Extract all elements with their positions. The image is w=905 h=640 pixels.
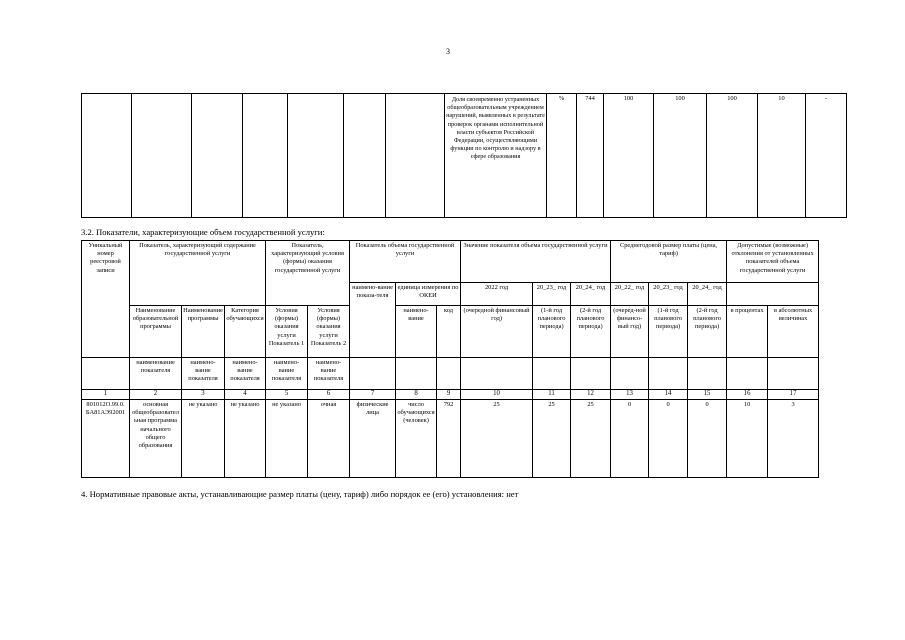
header-sub-name: наимено-вание показателя [225, 357, 266, 390]
price-2024: 0 [688, 400, 727, 478]
header-year-3: 20_24_ год [571, 283, 611, 306]
empty-cell [288, 94, 344, 218]
header-price-year-3: 20_24_ год [688, 283, 727, 306]
column-number: 8 [396, 390, 437, 400]
table-row [82, 400, 819, 478]
header-year-2-sub: (1-й год планового периода) [533, 305, 571, 357]
empty-cell [132, 94, 192, 218]
header-in-percent: в процентах [727, 305, 768, 357]
table-row [82, 94, 847, 218]
empty-cell [727, 283, 819, 306]
value-2024: 25 [571, 400, 611, 478]
column-number-row [82, 390, 819, 400]
column-number: 16 [727, 390, 768, 400]
program-name-cell: не указано [182, 400, 225, 478]
header-conditions: Показатель, характеризующий условия (формы) оказания государственной услуги [266, 241, 350, 306]
okei-cell: 744 [577, 94, 604, 218]
indicator-description: Доля своевременно устраненных общеобразовательным учреждением нарушений, выявленных в результате проверок органами исполнительной власти субъектов Российской Федерации, осуществляющими функции по контролю и надзору в сфере образования [445, 94, 547, 218]
header-content-3: Категория обучающихся [225, 305, 266, 357]
column-number: 13 [611, 390, 649, 400]
deviation-absolute: - [806, 94, 847, 218]
header-content: Показатель, характеризующий содержание государственной услуги [130, 241, 266, 306]
empty-cell [649, 357, 688, 390]
empty-cell [396, 357, 437, 390]
value-2022: 100 [604, 94, 654, 218]
volume-indicator-table [81, 240, 819, 478]
header-row [82, 305, 819, 357]
form-2-cell: очная [308, 400, 350, 478]
header-sub-name: наименование показателя [130, 357, 182, 390]
deviation-percent: 10 [758, 94, 806, 218]
registry-number: 801012О.99.0. БА81АЭ92001 [82, 400, 130, 478]
price-2022: 0 [611, 400, 649, 478]
header-avg-price: Среднегодовой размер платы (цена, тариф) [611, 241, 727, 283]
form-1-cell: не указано [266, 400, 308, 478]
header-price-year-3-sub: (2-й год планового периода) [688, 305, 727, 357]
column-number: 2 [130, 390, 182, 400]
quality-indicator-table [81, 93, 847, 218]
deviation-percent: 10 [727, 400, 768, 478]
unit-cell: % [547, 94, 577, 218]
header-volume-unit: единица измерения по ОКЕИ [396, 283, 461, 306]
column-number: 12 [571, 390, 611, 400]
header-row [82, 241, 819, 283]
empty-cell [727, 357, 768, 390]
header-sub-name: наимено-вание показателя [266, 357, 308, 390]
header-volume: Показатель объема государственной услуги [350, 241, 461, 283]
value-2023: 100 [654, 94, 707, 218]
empty-cell [571, 357, 611, 390]
header-values: Значение показателя объема государственной услуги [461, 241, 611, 283]
empty-cell [688, 357, 727, 390]
header-row [82, 357, 819, 390]
column-number: 5 [266, 390, 308, 400]
header-price-year-1-sub: (очеред-ной финансо-вый год) [611, 305, 649, 357]
program-cell: основная общеобразовательная программа начального общего образования [130, 400, 182, 478]
header-price-year-2: 20_23_ год [649, 283, 688, 306]
header-form-1: Условия (формы) оказания услуги Показатель 1 [266, 305, 308, 357]
value-2024: 100 [707, 94, 758, 218]
header-sub-name: наимено-вание показателя [308, 357, 350, 390]
column-number: 9 [437, 390, 461, 400]
column-number: 6 [308, 390, 350, 400]
column-number: 1 [82, 390, 130, 400]
column-number: 15 [688, 390, 727, 400]
header-price-year-2-sub: (1-й год планового периода) [649, 305, 688, 357]
column-number: 11 [533, 390, 571, 400]
empty-cell [82, 94, 132, 218]
column-number: 3 [182, 390, 225, 400]
header-unit-name: наимено-вание [396, 305, 437, 357]
value-2022: 25 [461, 400, 533, 478]
empty-cell [386, 94, 445, 218]
price-2023: 0 [649, 400, 688, 478]
header-year-1: 2022 год [461, 283, 533, 306]
header-year-3-sub: (2-й год планового периода) [571, 305, 611, 357]
unit-code-cell: 792 [437, 400, 461, 478]
empty-cell [437, 357, 461, 390]
header-registry: Уникальный номер реестровой записи [82, 241, 130, 358]
header-form-2: Условия (формы) оказания услуги Показатель 2 [308, 305, 350, 357]
header-year-2: 20_23_ год [533, 283, 571, 306]
deviation-absolute: 3 [768, 400, 819, 478]
empty-cell [461, 357, 533, 390]
empty-cell [768, 357, 819, 390]
indicator-cell: физические лица [350, 400, 396, 478]
column-number: 4 [225, 390, 266, 400]
header-price-year-1: 20_22_ год [611, 283, 649, 306]
column-number: 17 [768, 390, 819, 400]
page-number: 3 [446, 47, 450, 56]
empty-cell [192, 94, 243, 218]
unit-name-cell: число обучающихся (человек) [396, 400, 437, 478]
header-content-2: Наименование программы [182, 305, 225, 357]
header-content-1: Наименование образовательной программы [130, 305, 182, 357]
header-deviation: Допустимые (возможные) отклонения от установленных показателей объема государственной услуги [727, 241, 819, 283]
empty-cell [82, 357, 130, 390]
empty-cell [350, 357, 396, 390]
column-number: 14 [649, 390, 688, 400]
header-volume-name: наимено-вание показа-теля [350, 283, 396, 358]
header-unit-code: код [437, 305, 461, 357]
header-sub-name: наимено-вание показателя [182, 357, 225, 390]
value-2023: 25 [533, 400, 571, 478]
empty-cell [243, 94, 288, 218]
column-number: 10 [461, 390, 533, 400]
section-title: 3.2. Показатели, характеризующие объем государственной услуги: [81, 227, 325, 237]
header-in-absolute: в абсолютных величинах [768, 305, 819, 357]
empty-cell [611, 357, 649, 390]
header-year-1-sub: (очередной финансовый год) [461, 305, 533, 357]
empty-cell [344, 94, 386, 218]
footer-note: 4. Нормативные правовые акты, устанавливающие размер платы (цену, тариф) либо порядок ее (его) установления: нет [81, 489, 519, 499]
empty-cell [533, 357, 571, 390]
category-cell: не указано [225, 400, 266, 478]
column-number: 7 [350, 390, 396, 400]
